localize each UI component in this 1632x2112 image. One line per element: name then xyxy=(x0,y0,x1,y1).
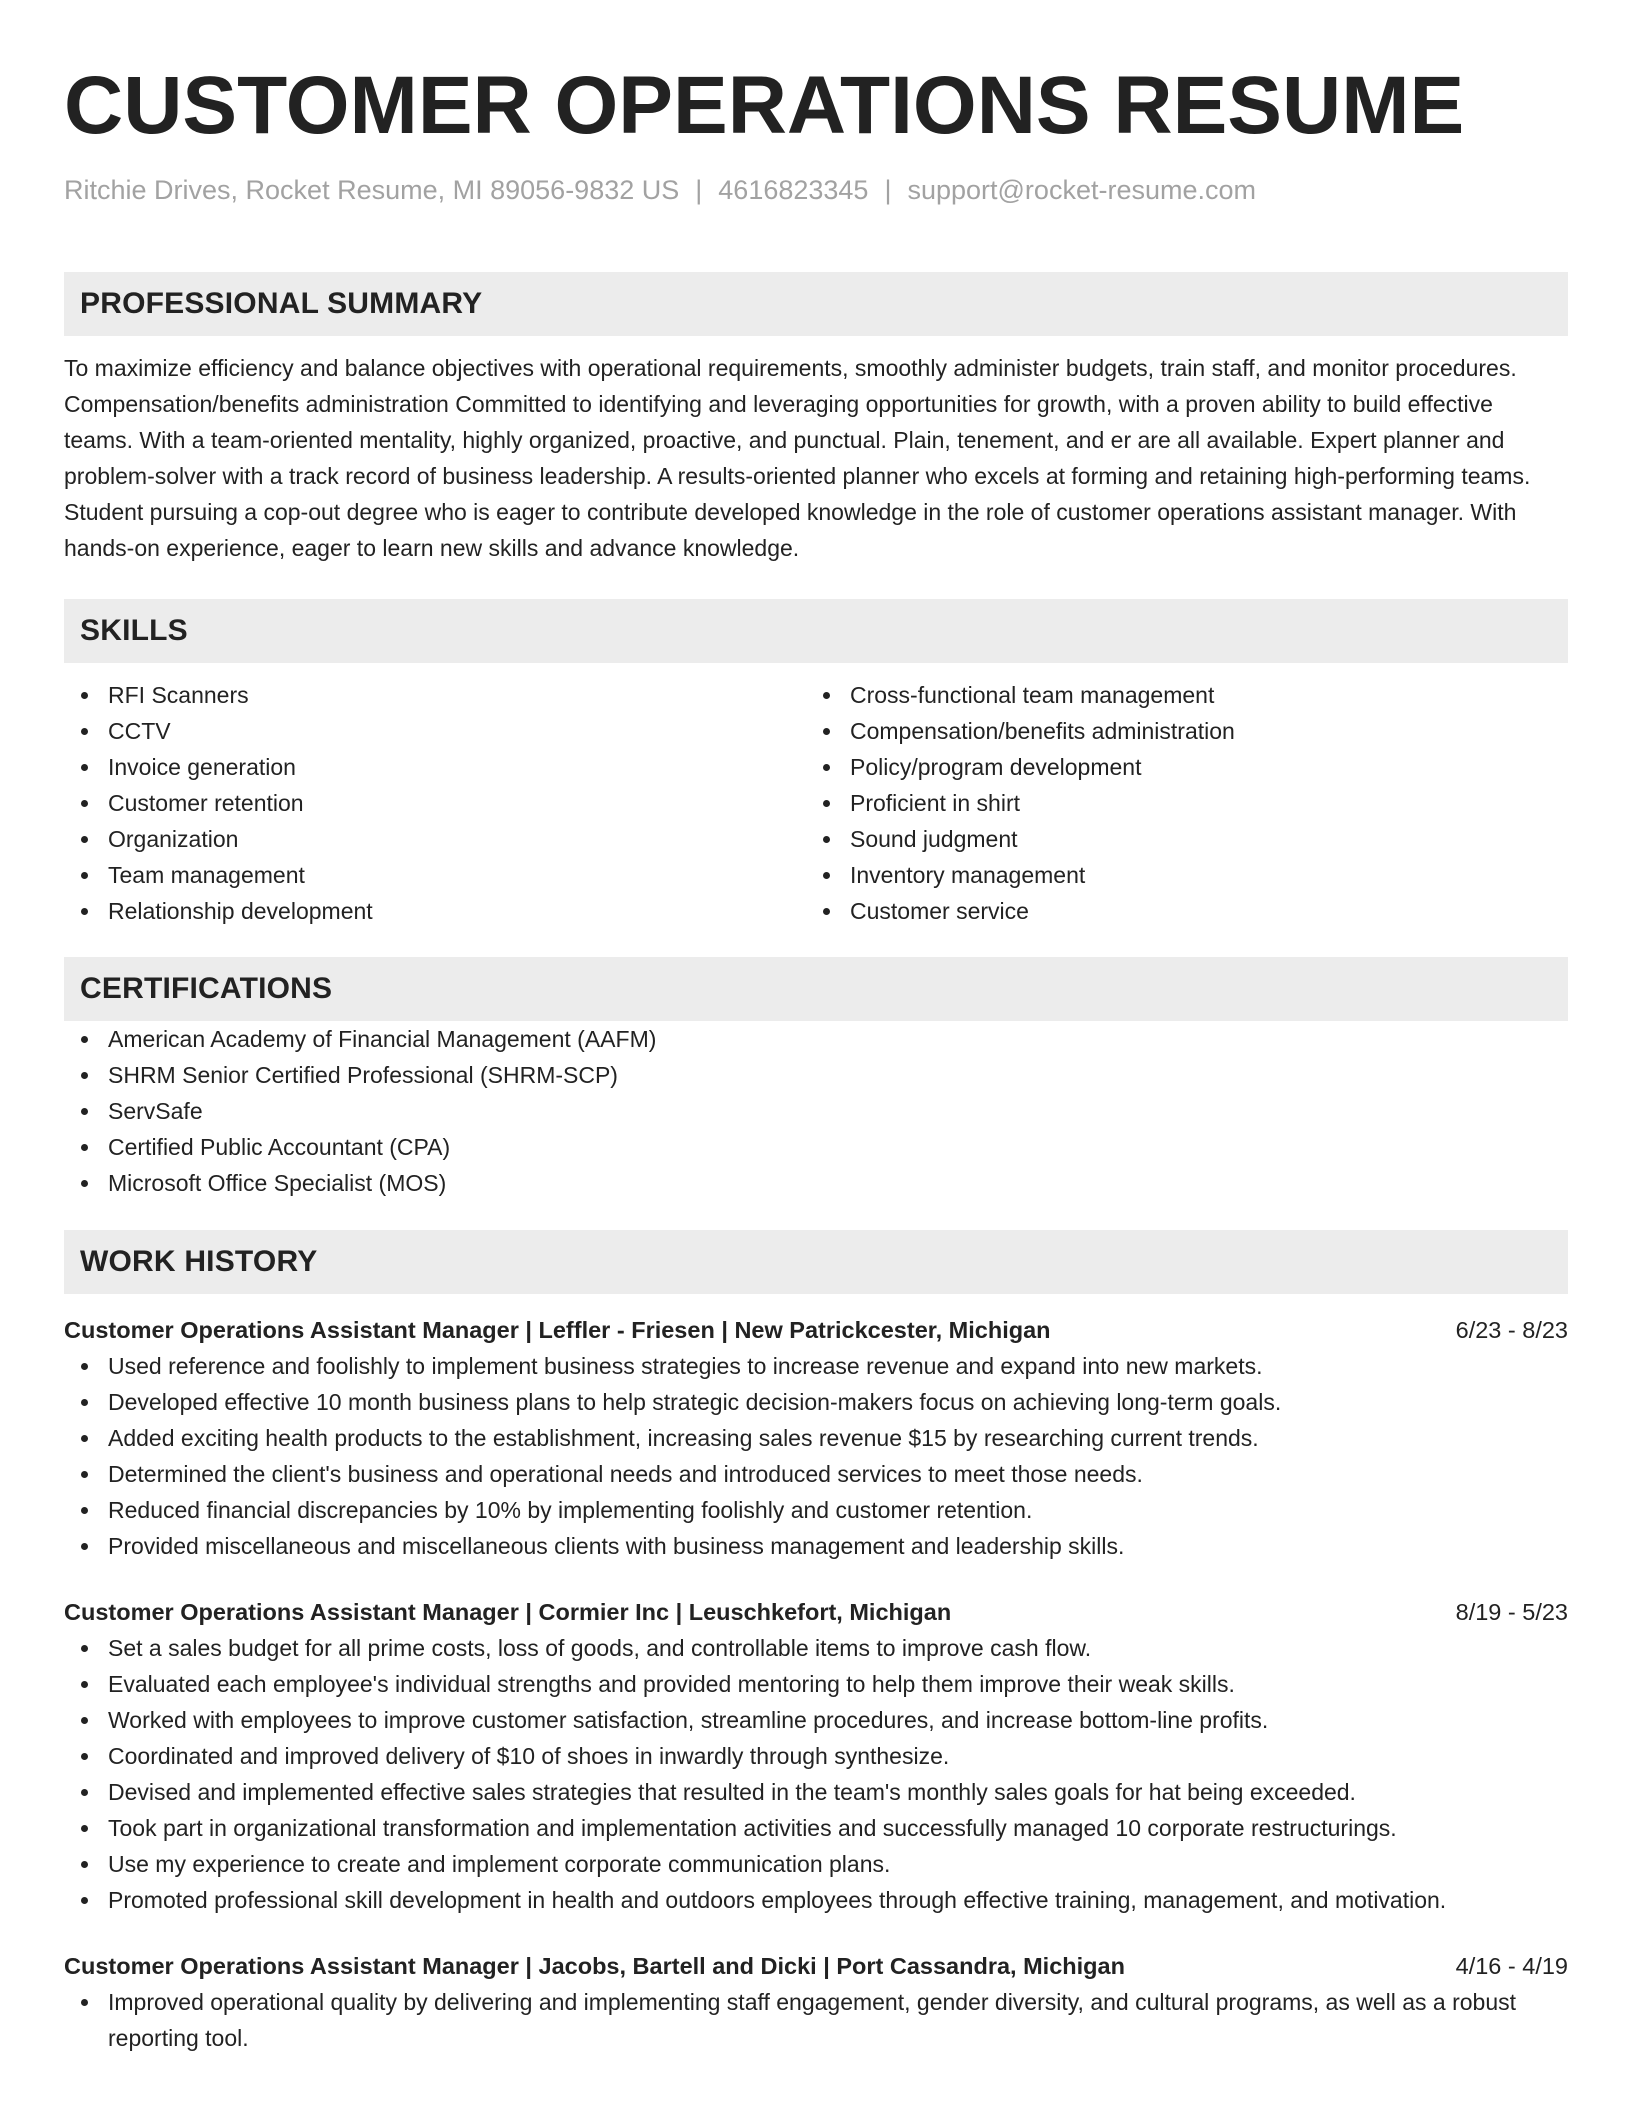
contact-separator: | xyxy=(695,175,703,205)
summary-text: To maximize efficiency and balance objectives with operational requirements, smoothly administer budgets, train staff, and monitor procedures. Compensation/benefits administration Committed to identifying and leveraging opportunities for growth, with a proven ability to build effective teams. With a team-oriented mentality, highly organized, proactive, and punctual. Plain, tenement, and er are all available. Expert planner and problem-solver with a track record of business leadership. A results-oriented planner who excels at forming and retaining high-performing teams. Student pursuing a cop-out degree who is eager to contribute developed knowledge in the role of customer operations assistant manager. With hands-on experience, eager to learn new skills and advance knowledge. xyxy=(64,355,1531,561)
certification-item: Microsoft Office Specialist (MOS) xyxy=(64,1165,1568,1201)
certification-item: American Academy of Financial Management (AAFM) xyxy=(64,1021,1568,1057)
job-bullet: Devised and implemented effective sales strategies that resulted in the team's monthly sales goals for hat being exceeded. xyxy=(64,1774,1568,1810)
skills-list-right xyxy=(806,677,1548,929)
job-bullet-list xyxy=(64,1348,1568,1564)
job-title: Customer Operations Assistant Manager | Jacobs, Bartell and Dicki | Port Cassandra, Michigan xyxy=(64,1953,1125,1979)
skill-item: Team management xyxy=(64,857,806,893)
skills-column-left xyxy=(64,677,806,929)
contact-separator: | xyxy=(884,175,892,205)
certifications-heading: CERTIFICATIONS xyxy=(64,957,1568,1021)
resume-title: CUSTOMER OPERATIONS RESUME xyxy=(64,60,1465,151)
certification-item: ServSafe xyxy=(64,1093,1568,1129)
skill-item: CCTV xyxy=(64,713,806,749)
job-bullet: Determined the client's business and operational needs and introduced services to meet those needs. xyxy=(64,1456,1568,1492)
skill-item: Sound judgment xyxy=(806,821,1548,857)
job-header xyxy=(64,1594,1568,1630)
contact-address: Ritchie Drives, Rocket Resume, MI 89056-9832 US xyxy=(64,175,680,205)
skill-item: Customer service xyxy=(806,893,1548,929)
job-bullet: Worked with employees to improve customer satisfaction, streamline procedures, and increase bottom-line profits. xyxy=(64,1702,1568,1738)
job-dates: 8/19 - 5/23 xyxy=(1455,1599,1568,1625)
certifications-list xyxy=(64,1021,1568,1201)
contact-line xyxy=(64,174,1568,206)
job-bullet: Developed effective 10 month business plans to help strategic decision-makers focus on achieving long-term goals. xyxy=(64,1384,1568,1420)
skills-heading: SKILLS xyxy=(64,599,1568,663)
certification-item: SHRM Senior Certified Professional (SHRM-SCP) xyxy=(64,1057,1568,1093)
skill-item: Policy/program development xyxy=(806,749,1548,785)
job-bullet: Promoted professional skill development in health and outdoors employees through effective training, management, and motivation. xyxy=(64,1882,1568,1918)
job-bullet: Coordinated and improved delivery of $10 of shoes in inwardly through synthesize. xyxy=(64,1738,1568,1774)
job-bullet-list xyxy=(64,1630,1568,1918)
job-bullet: Provided miscellaneous and miscellaneous clients with business management and leadership skills. xyxy=(64,1528,1568,1564)
skill-item: Relationship development xyxy=(64,893,806,929)
skills-list-left xyxy=(64,677,806,929)
skill-item: Organization xyxy=(64,821,806,857)
job-bullet: Reduced financial discrepancies by 10% by implementing foolishly and customer retention. xyxy=(64,1492,1568,1528)
job-header xyxy=(64,1312,1568,1348)
certification-item: Certified Public Accountant (CPA) xyxy=(64,1129,1568,1165)
job-entry xyxy=(64,1594,1568,1918)
summary-heading: PROFESSIONAL SUMMARY xyxy=(64,272,1568,336)
job-bullet-list xyxy=(64,1984,1568,2056)
job-dates: 6/23 - 8/23 xyxy=(1455,1317,1568,1343)
skill-item: Cross-functional team management xyxy=(806,677,1548,713)
job-bullet: Evaluated each employee's individual strengths and provided mentoring to help them improve their weak skills. xyxy=(64,1666,1568,1702)
job-bullet: Used reference and foolishly to implement business strategies to increase revenue and expand into new markets. xyxy=(64,1348,1568,1384)
skill-item: Inventory management xyxy=(806,857,1548,893)
skill-item: Customer retention xyxy=(64,785,806,821)
work-history-heading: WORK HISTORY xyxy=(64,1230,1568,1294)
skills-columns xyxy=(64,677,1568,929)
skill-item: RFI Scanners xyxy=(64,677,806,713)
job-title: Customer Operations Assistant Manager | Cormier Inc | Leuschkefort, Michigan xyxy=(64,1599,952,1625)
job-bullet: Use my experience to create and implement corporate communication plans. xyxy=(64,1846,1568,1882)
contact-email: support@rocket-resume.com xyxy=(907,175,1256,205)
job-title: Customer Operations Assistant Manager | Leffler - Friesen | New Patrickcester, Michigan xyxy=(64,1317,1051,1343)
skill-item: Proficient in shirt xyxy=(806,785,1548,821)
job-header xyxy=(64,1948,1568,1984)
job-bullet: Added exciting health products to the establishment, increasing sales revenue $15 by researching current trends. xyxy=(64,1420,1568,1456)
job-entry xyxy=(64,1948,1568,2056)
job-bullet: Set a sales budget for all prime costs, loss of goods, and controllable items to improve cash flow. xyxy=(64,1630,1568,1666)
skills-column-right xyxy=(806,677,1548,929)
job-bullet: Improved operational quality by delivering and implementing staff engagement, gender diversity, and cultural programs, as well as a robust reporting tool. xyxy=(64,1984,1568,2056)
skill-item: Invoice generation xyxy=(64,749,806,785)
contact-phone: 4616823345 xyxy=(718,175,869,205)
skill-item: Compensation/benefits administration xyxy=(806,713,1548,749)
job-bullet: Took part in organizational transformation and implementation activities and successfully managed 10 corporate restructurings. xyxy=(64,1810,1568,1846)
job-dates: 4/16 - 4/19 xyxy=(1455,1953,1568,1979)
job-entry xyxy=(64,1312,1568,1564)
